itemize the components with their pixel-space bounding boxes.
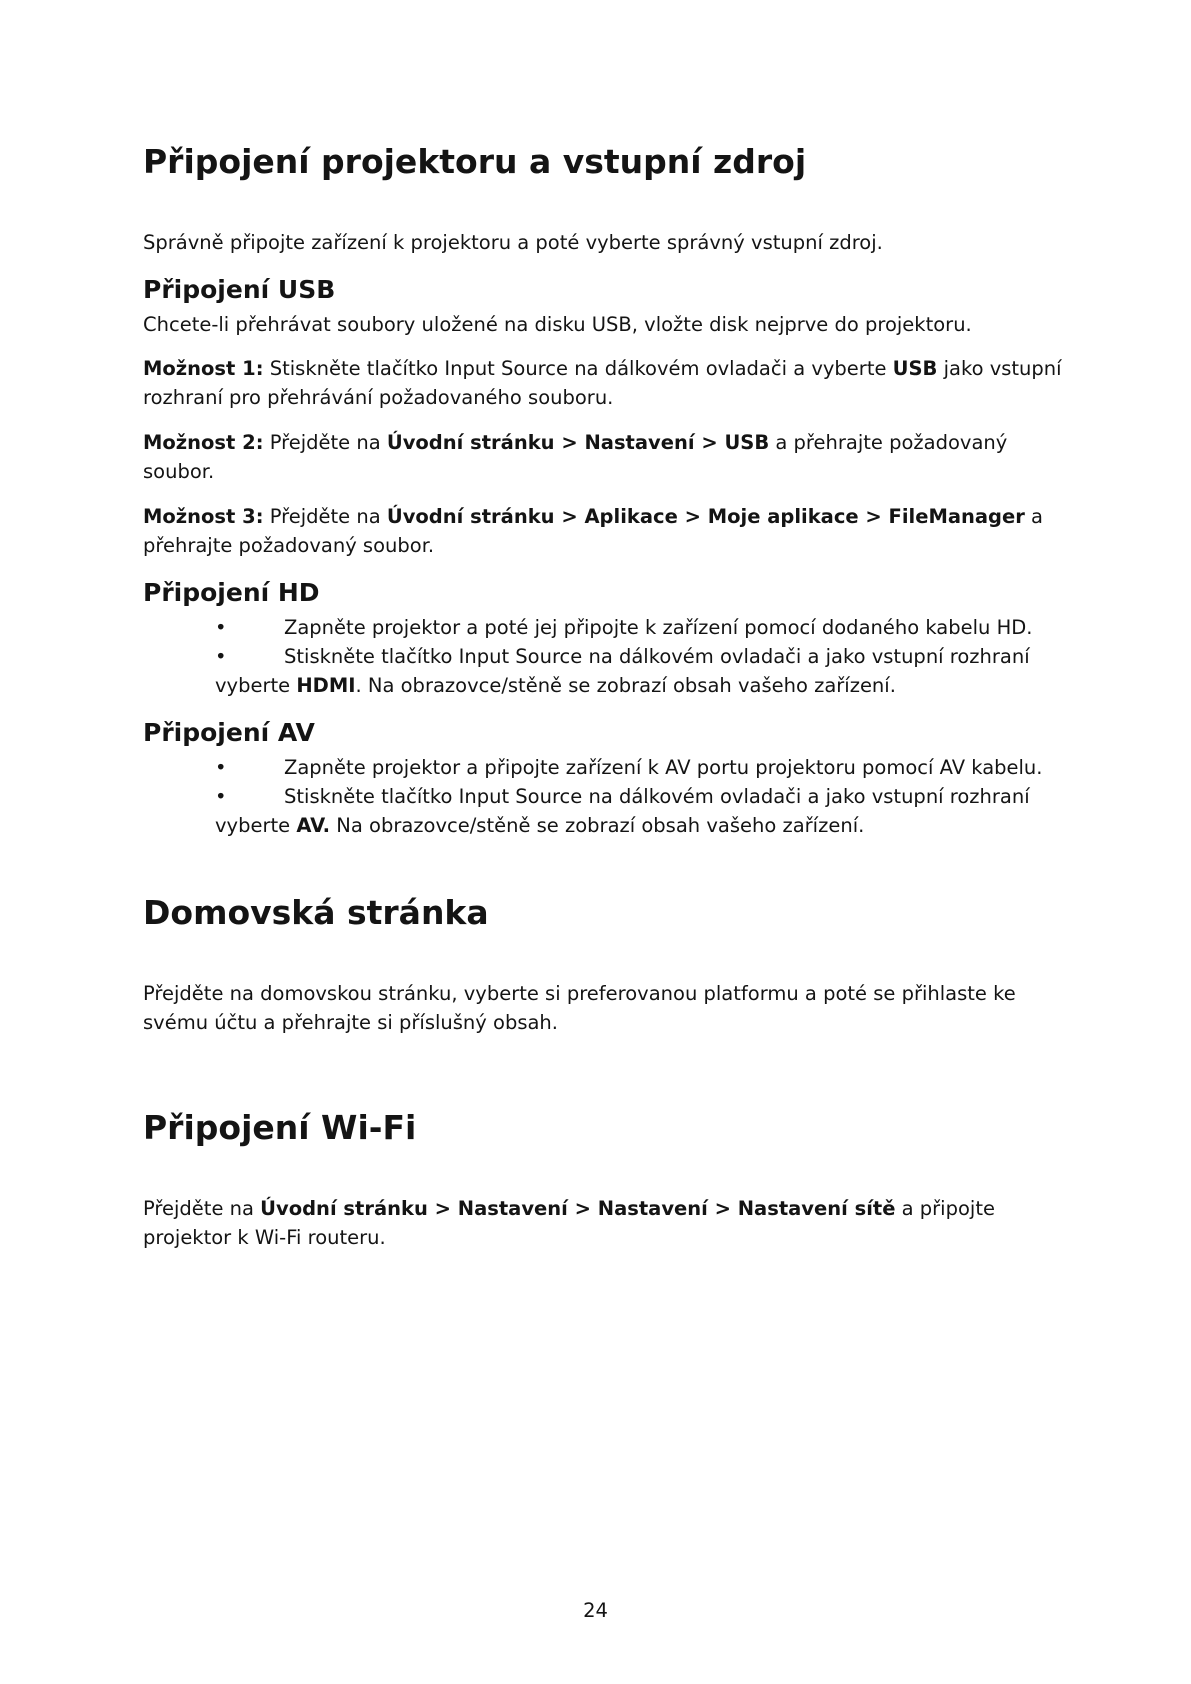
- hd-bullet-2-c: . Na obrazovce/stěně se zobrazí obsah vašeho zařízení.: [355, 674, 896, 697]
- hd-bullet-1: Zapněte projektor a poté jej připojte k zařízení pomocí dodaného kabelu HD.: [284, 616, 1033, 639]
- bullet: •: [215, 645, 227, 668]
- usb-option-1: [143, 354, 1073, 412]
- wifi-text-c: a připojte projektor k Wi-Fi routeru.: [143, 1197, 995, 1249]
- av-bullet-2: Stiskněte tlačítko Input Source na dálkovém ovladači a jako vstupní rozhraní: [284, 785, 1030, 808]
- hd-heading: Připojení HD: [143, 578, 320, 607]
- option-2-text-a: Přejděte na: [263, 431, 387, 454]
- hd-bullet-2-a: vyberte: [215, 674, 297, 697]
- hd-bullet-2-hdmi: HDMI: [296, 674, 356, 697]
- option-1-usb: USB: [892, 357, 938, 380]
- section-intro: Správně připojte zařízení k projektoru a poté vyberte správný vstupní zdroj.: [143, 231, 883, 254]
- usb-option-3: [143, 502, 1073, 560]
- hd-bullet-2-continuation: [215, 671, 896, 700]
- option-3-path: Úvodní stránku > Aplikace > Moje aplikace > FileManager: [386, 505, 1025, 528]
- usb-option-2: [143, 428, 1073, 486]
- page-number: 24: [583, 1599, 608, 1622]
- bullet: •: [215, 756, 227, 779]
- bullet: •: [215, 616, 227, 639]
- home-heading: Domovská stránka: [143, 893, 489, 932]
- option-2-label: Možnost 2:: [143, 431, 264, 454]
- usb-heading: Připojení USB: [143, 275, 336, 304]
- wifi-path: Úvodní stránku > Nastavení > Nastavení > Nastavení sítě: [260, 1197, 896, 1220]
- option-1-label: Možnost 1:: [143, 357, 264, 380]
- option-1-text-c: jako vstupní rozhraní pro přehrávání požadovaného souboru.: [143, 357, 1062, 409]
- wifi-text-a: Přejděte na: [143, 1197, 261, 1220]
- option-2-text-c: a přehrajte požadovaný soubor.: [143, 431, 1008, 483]
- option-1-text-a: Stiskněte tlačítko Input Source na dálkovém ovladači a vyberte: [263, 357, 893, 380]
- home-text: Přejděte na domovskou stránku, vyberte si preferovanou platformu a poté se přihlaste ke svému účtu a přehrajte si příslušný obsah.: [143, 982, 1016, 1034]
- option-3-text-a: Přejděte na: [263, 505, 387, 528]
- wifi-text: [143, 1194, 1033, 1252]
- wifi-heading: Připojení Wi-Fi: [143, 1108, 417, 1147]
- bullet: •: [215, 785, 227, 808]
- option-3-text-c: a přehrajte požadovaný soubor.: [143, 505, 1044, 557]
- av-bullet-1: Zapněte projektor a připojte zařízení k AV portu projektoru pomocí AV kabelu.: [284, 756, 1043, 779]
- av-bullet-2-c: Na obrazovce/stěně se zobrazí obsah vašeho zařízení.: [330, 814, 865, 837]
- av-bullet-2-av: AV.: [296, 814, 331, 837]
- hd-bullet-2: Stiskněte tlačítko Input Source na dálkovém ovladači a jako vstupní rozhraní: [284, 645, 1030, 668]
- option-3-label: Možnost 3:: [143, 505, 264, 528]
- av-bullet-2-a: vyberte: [215, 814, 297, 837]
- section-title-connection: Připojení projektoru a vstupní zdroj: [143, 142, 807, 181]
- usb-text: Chcete-li přehrávat soubory uložené na disku USB, vložte disk nejprve do projektoru.: [143, 313, 972, 336]
- av-bullet-2-continuation: [215, 811, 864, 840]
- option-2-path: Úvodní stránku > Nastavení > USB: [386, 431, 770, 454]
- av-heading: Připojení AV: [143, 718, 315, 747]
